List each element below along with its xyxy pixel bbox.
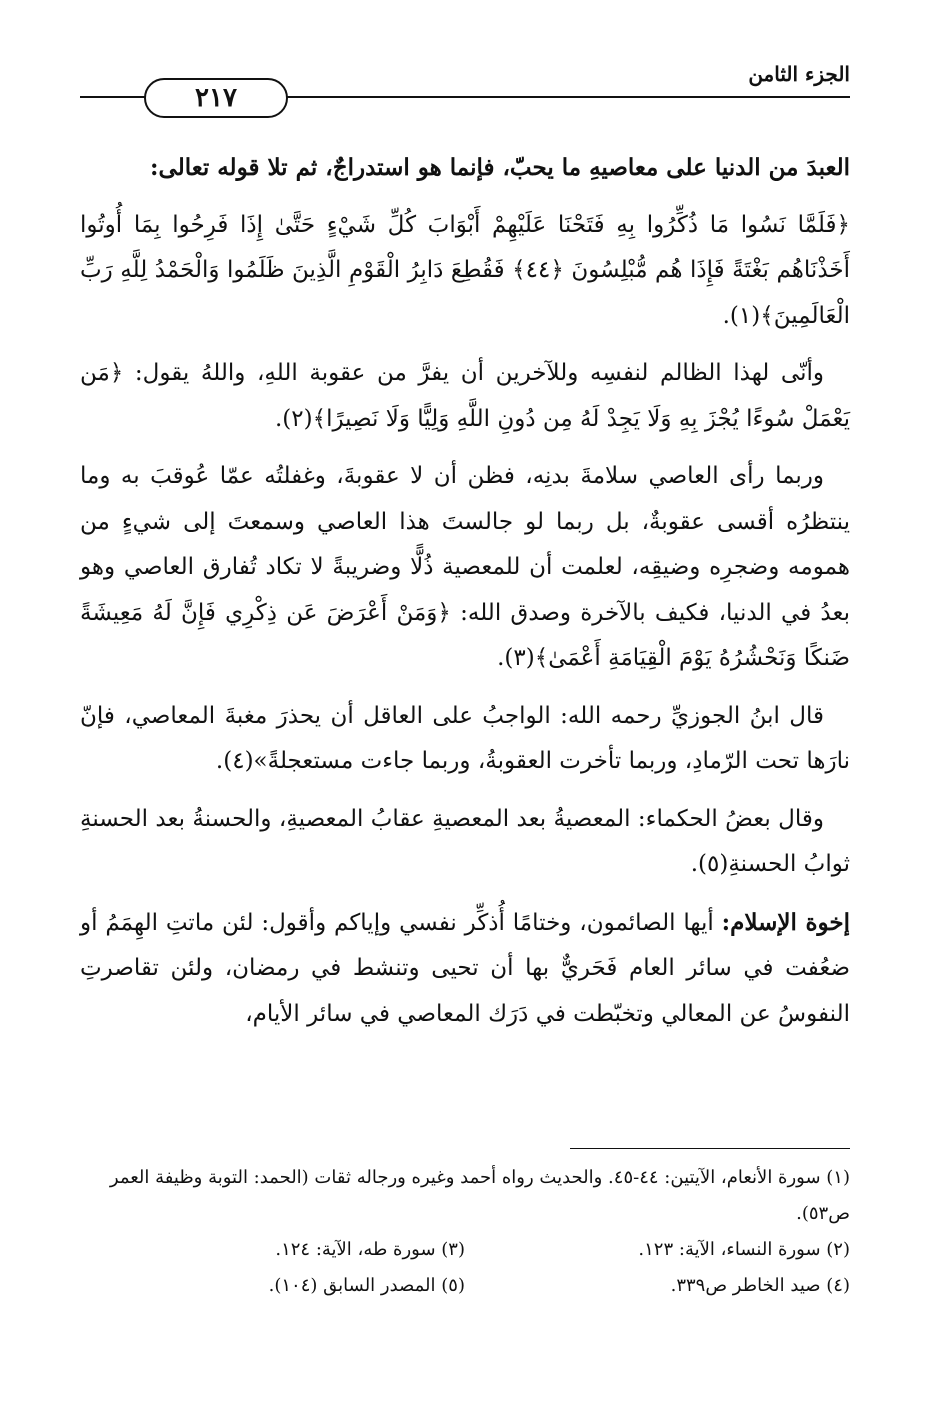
running-title: الجزء الثامن bbox=[748, 62, 850, 86]
paragraph-6-text: أيها الصائمون، وختامًا أُذكِّر نفسي وإياكم وأقول: لئن ماتتِ الهِمَمُ أو ضعُفت في سائر العام فَحَريٌّ بها أن تحيى وتنشط في رمضان، ولئن تقاصرتِ النفوسُ عن المعالي وتخبّطت في دَرَك المعاصي في سائر الأيام، bbox=[80, 909, 850, 1027]
footnote-2: (٢) سورة النساء، الآية: ١٢٣. bbox=[638, 1239, 850, 1260]
footnote-3: (٣) سورة طه، الآية: ١٢٤. bbox=[275, 1239, 465, 1260]
footnote-row-3 bbox=[80, 1268, 850, 1304]
paragraph-4: قال ابنُ الجوزيِّ رحمه الله: الواجبُ على العاقل أن يحذرَ مغبةَ المعاصي، فإنّ نارَها تحت الرّمادِ، وربما تأخرت العقوبةُ، وربما جاءت مستعجلةً»(٤). bbox=[80, 702, 850, 774]
quran-verse-1: ﴿فَلَمَّا نَسُوا مَا ذُكِّرُوا بِهِ فَتَحْنَا عَلَيْهِمْ أَبْوَابَ كُلِّ شَيْءٍ حَتَّىٰ إِذَا فَرِحُوا بِمَا أُوتُوا أَخَذْنَاهُم بَغْتَةً فَإِذَا هُم مُّبْلِسُونَ ﴿٤٤﴾ فَقُطِعَ دَابِرُ الْقَوْمِ الَّذِينَ ظَلَمُوا وَالْحَمْدُ لِلَّهِ رَبِّ الْعَالَمِينَ﴾(١). bbox=[80, 211, 850, 329]
footnote-4: (٤) صيد الخاطر ص٣٣٩. bbox=[670, 1275, 850, 1296]
paragraph-1: العبدَ من الدنيا على معاصيهِ ما يحبّ، فإنما هو استدراجٌ، ثم تلا قوله تعالى: bbox=[150, 154, 850, 181]
lead-bold: إخوة الإسلام: bbox=[721, 908, 850, 936]
page-header bbox=[80, 52, 850, 112]
footnote-row-2 bbox=[80, 1232, 850, 1268]
footnote-1: (١) سورة الأنعام، الآيتين: ٤٤-٤٥. والحديث رواه أحمد وغيره ورجاله ثقات (الحمد: التوبة وظيفة العمر ص٥٣). bbox=[109, 1167, 850, 1224]
footnote-5: (٥) المصدر السابق (١٠٤). bbox=[268, 1275, 465, 1296]
main-text bbox=[80, 145, 850, 1049]
paragraph-2: وأنّى لهذا الظالم لنفسِه وللآخرين أن يفرَّ من عقوبة اللهِ، واللهُ يقول: ﴿مَن يَعْمَلْ سُوءًا يُجْزَ بِهِ وَلَا يَجِدْ لَهُ مِن دُونِ اللَّهِ وَلِيًّا وَلَا نَصِيرًا﴾(٢). bbox=[80, 360, 850, 432]
paragraph-6 bbox=[80, 900, 850, 1038]
paragraph-5: وقال بعضُ الحكماء: المعصيةُ بعد المعصيةِ عقابُ المعصيةِ، والحسنةُ بعد الحسنةِ ثوابُ الحسنةِ(٥). bbox=[80, 805, 850, 877]
page-number: ٢١٧ bbox=[144, 78, 288, 118]
paragraph-3: وربما رأى العاصي سلامةَ بدنِه، فظن أن لا عقوبةَ، وغفلتُه عمّا عُوقبَ به وما ينتظرُه أقسى عقوبةٌ، بل ربما لو جالستَ هذا العاصي وسمعتَ إلى شيءٍ من همومه وضجرِه وضيقِه، لعلمت أن للمعصية ذُلًّا وضريبةً لا تكاد تُفارق العاصي وهو بعدُ في الدنيا، فكيف بالآخرة وصدق الله: ﴿وَمَنْ أَعْرَضَ عَن ذِكْرِي فَإِنَّ لَهُ مَعِيشَةً ضَنكًا وَنَحْشُرُهُ يَوْمَ الْقِيَامَةِ أَعْمَىٰ﴾(٣). bbox=[80, 463, 850, 671]
footnote-rule bbox=[570, 1148, 850, 1149]
footnotes bbox=[80, 1160, 850, 1304]
